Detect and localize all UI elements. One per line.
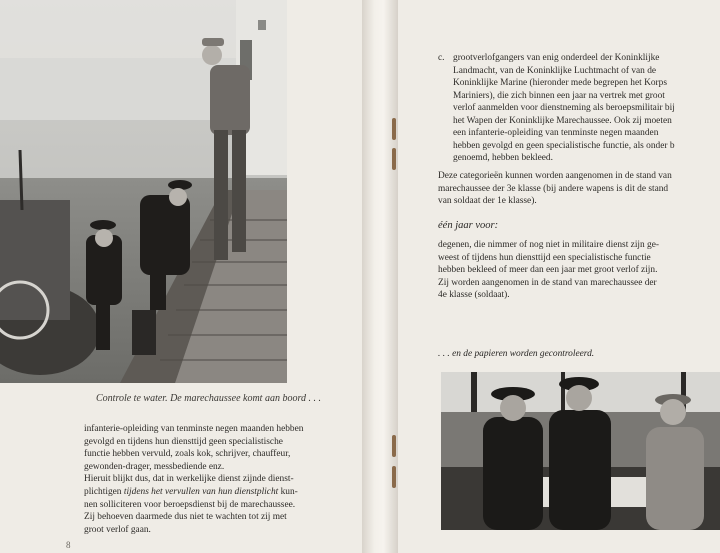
text-line: hebben bekleed of meer dan een jaar met groot verlof zijn. (438, 265, 658, 275)
text-fragment: plichtigen (84, 486, 124, 497)
photo-caption: Controle te water. De marechaussee komt aan boord . . . (96, 393, 321, 404)
text-line: functie hebben vervuld, zoals kok, schrijver, chauffeur, (84, 449, 291, 460)
text-line (84, 486, 352, 499)
text-line: genoemd, hebben bekleed. (453, 153, 553, 163)
paragraph (438, 170, 720, 208)
staple (392, 435, 396, 457)
text-line: een infanterie-opleiding van tenminste negen maanden (453, 128, 659, 138)
page-number: 8 (66, 540, 71, 550)
text-line: 4e klasse (soldaat). (438, 290, 510, 300)
text-fragment: grootverlofgangers van enig onderdeel der Koninklijke (453, 53, 660, 63)
text-line: degenen, die nimmer of nog niet in militaire dienst zijn ge- (438, 240, 660, 250)
text-line: weest of tijdens hun diensttijd een specialistische functie (438, 252, 651, 263)
text-line: het Wapen der Koninklijke Marechaussee. Ook zij moeten (453, 115, 672, 126)
text-line: Deze categorieën kunnen worden aangenomen in de stand van (438, 171, 672, 181)
text-line: Mariniers), die zich binnen een jaar na vertrek met groot (453, 90, 665, 101)
text-line: nen solliciteren voor beroepsdienst bij de marechaussee. (84, 499, 296, 510)
emphasis-text: tijdens het vervullen van hun dienstplicht (123, 486, 279, 497)
text-line (438, 52, 720, 65)
text-fragment: kun- (278, 486, 298, 497)
text-line: marechaussee der 3e klasse (bij andere wapens is dit de stand (438, 183, 669, 194)
staple (392, 466, 396, 488)
text-line: infanterie-opleiding van tenminste negen maanden hebben (84, 424, 304, 434)
papers-check-photo (441, 372, 720, 530)
text-line: Hieruit blijkt dus, dat in werkelijke dienst zijnde dienst- (84, 474, 294, 485)
text-line: Zij worden aangenomen in de stand van marechaussee der (438, 277, 657, 288)
boat-boarding-photo (0, 0, 287, 383)
list-item-c (438, 52, 720, 165)
text-line: van soldaat der 1e klasse). (438, 196, 537, 206)
paragraph (438, 239, 720, 302)
text-line: verlof aanmelden voor dienstneming als beroepsmilitair bij (453, 103, 675, 113)
text-line: gewonden-drager, messbediende enz. (84, 461, 225, 472)
list-letter: c. (438, 53, 445, 63)
photo-caption: . . . en de papieren worden gecontroleerd. (438, 349, 595, 359)
text-line: gevolgd en tijdens hun diensttijd geen specialistische (84, 436, 283, 447)
text-line: Landmacht, van de Koninklijke Luchtmacht of van de (453, 65, 657, 76)
text-line: groot verlof gaan. (84, 524, 151, 535)
staple (392, 148, 396, 170)
staple (392, 118, 396, 140)
text-line: Koninklijke Marine (hieronder mede begrepen het Korps (453, 78, 667, 88)
text-line: Zij behoeven daarmede dus niet te wachten tot zij met (84, 512, 287, 523)
text-line: hebben gevolgd en geen specialistische functie, als onder b (453, 140, 675, 151)
body-text (84, 423, 352, 536)
section-heading: één jaar voor: (438, 220, 499, 231)
